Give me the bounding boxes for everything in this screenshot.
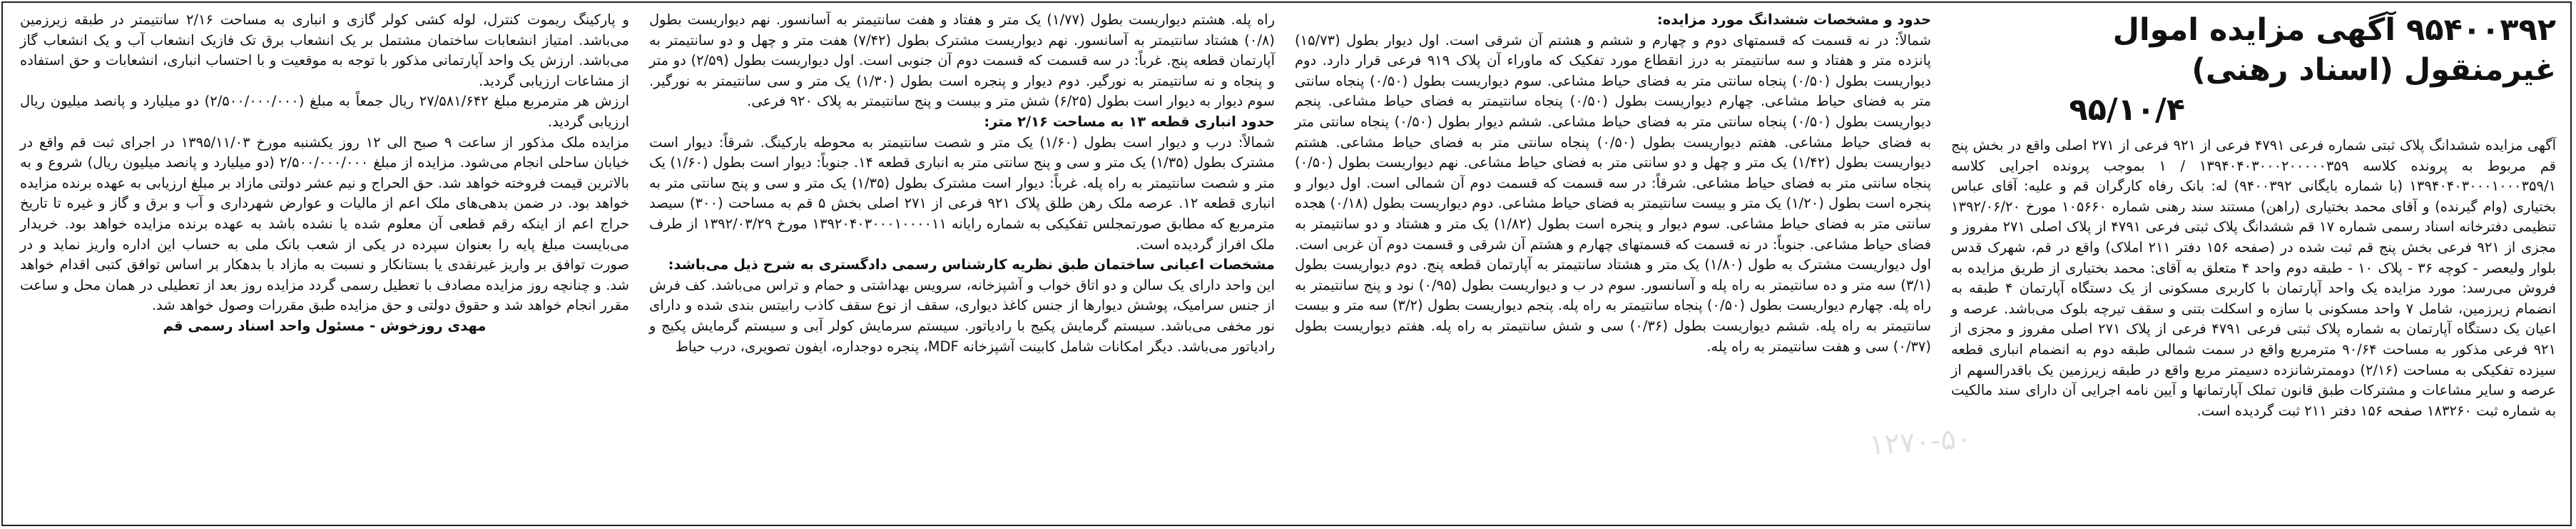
faded-stamp: ۱۲۷۰-۵۰ — [1868, 422, 1972, 462]
column-specs — [639, 7, 1285, 522]
auction-terms-paragraph: مزایده ملک مذکور از ساعت ۹ صبح الی ۱۲ روز یکشنبه مورخ ۱۳۹۵/۱۱/۰۳ در اجرای ثبت قم واقع در خیابان ساحلی انجام می‌شود. مزایده از مبلغ ۲/۵۰۰/۰۰۰/۰۰۰ (دو میلیارد و پانصد میلیون ریال) شروع و به بالاترین قیمت فروخته خواهد شد. حق الحراج و نیم عشر دولتی مازاد بر مبلغ ارزیابی به عهده برنده مزایده خواهد بود. در ضمن بدهی‌های ملک اعم از مالیات و عوارض شهرداری و آب و برق و گاز و غیره تا تاریخ حراج اعم از اینکه رقم قطعی آن معلوم شده یا نشده باشد به عهده برنده مزایده خواهد بود. خریدار می‌بایست مبلغ پایه را بعنوان سپرده در یکی از شعب بانک ملی به حساب این اداره واریز نماید و در صورت توافق بر واریز غیرنقدی یا بستانکار و نسبت به مازاد با بدهکار بر اساس توافق کتبی اقدام خواهد شد. و چنانچه روز مزایده مصادف با تعطیل رسمی گردد مزایده روز بعد از تعطیلی در همان محل و ساعت مقرر انجام خواهد شد و حقوق دولتی و حق مزایده طبق مقررات وصول خواهد شد. — [20, 133, 629, 314]
storage-heading: حدود انباری قطعه ۱۳ به مساحت ۲/۱۶ متر: — [984, 113, 1275, 130]
specs-heading: مشخصات اعیانی ساختمان طبق نظریه کارشناس رسمی دادگستری به شرح ذیل می‌باشد: — [668, 256, 1275, 273]
boundaries-heading: حدود و مشخصات ششدانگ مورد مزایده: — [1656, 11, 1931, 28]
notice-number: ۹۵۴۰۰۳۹۲ — [2406, 12, 2556, 48]
column-boundaries — [1285, 7, 1941, 522]
notice-title-block — [1951, 10, 2556, 130]
signature: مهدی روزخوش - مسئول واحد اسناد رسمی قم — [163, 317, 487, 334]
notice-title: آگهی مزایده اموال غیرمنقول (اسناد رهنی) — [2112, 12, 2556, 88]
notice-date: ۹۵/۱۰/۴ — [2069, 92, 2185, 128]
notice-title-line — [1951, 10, 2556, 90]
intro-paragraph: آگهی مزایده ششدانگ پلاک ثبتی شماره فرعی ۴۷۹۱ فرعی از ۹۲۱ فرعی از ۲۷۱ اصلی واقع در بخش پنج قم مربوط به پرونده کلاسه ۱۳۹۴۰۴۰۳۰۰۰۲۰۰۰۰۰۳۵۹ / ۱ بموجب پرونده اجرایی کلاسه ۱۳۹۴۰۴۰۳۰۰۰۱۰۰۰۳۵۹/۱ (با شماره بایگانی ۹۴۰۰۳۹۲) له: بانک رفاه کارگران قم و علیه: آقای عباس بختیاری (وام گیرنده) و آقای محمد بختیاری (راهن) مستند سند رهنی شماره ۱۰۵۶۶۰ مورخ ۱۳۹۲/۰۶/۲۰ تنظیمی دفترخانه اسناد رسمی شماره ۱۷ قم ششدانگ پلاک ثبتی فرعی ۴۷۹۱ از پلاک اصلی ۲۷۱ مفروز و مجزی از ۹۲۱ فرعی بخش پنج قم ثبت شده در (صفحه ۱۵۶ دفتر ۲۱۱ املاک) واقع در قم، شهرک قدس بلوار ولیعصر - کوچه ۳۶ - پلاک ۱۰ - طبقه دوم واحد ۴ متعلق به آقای: محمد بختیاری از طریق مزایده به فروش می‌رسد: مورد مزایده یک واحد آپارتمان با کاربری مسکونی از یک دستگاه آپارتمان ۴ طبقه به انضمام زیرزمین، شامل ۷ واحد مسکونی با سازه و اسکلت بتنی و سقف تیرچه بلوک می‌باشد. عرصه و اعیان یک دستگاه آپارتمان به شماره پلاک ثبتی فرعی ۴۷۹۱ فرعی از پلاک ۲۷۱ اصلی مفروز و مجزی از ۹۲۱ فرعی مذکور به مساحت ۹۰/۶۴ مترمربع واقع در سمت شمالی طبقه دوم به انضمام انباری قطعه سیزده تفکیکی به مساحت (۲/۱۶) دوممترشانزده دسیمتر مربع واقع در طبقه زیرزمین یک باقدرالسهم از عرصه و سایر مشاعات و مشترکات طبق قانون تملک آپارتمانها و آیین نامه اجرایی آن دارای سند مالکیت به شماره ثبت ۱۸۳۲۶۰ صفحه ۱۵۶ دفتر ۲۱۱ ثبت گردیده است. — [1951, 137, 2557, 419]
column-intro — [1941, 7, 2566, 522]
valuation-paragraph: ارزش هر مترمربع مبلغ ۲۷/۵۸۱/۶۴۲ ریال جمعاً به مبلغ (۲/۵۰۰/۰۰۰/۰۰۰) دو میلیارد و پانصد میلیون ریال ارزیابی گردید. — [20, 93, 629, 130]
boundaries-continued-paragraph: راه پله. هشتم دیواریست بطول (۱/۷۷) یک متر و هفتاد و هفت سانتیمتر به آسانسور. نهم دیواریست بطول (۰/۸) هشتاد سانتیمتر به آسانسور. نهم دیواریست مشترک بطول (۷/۴۲) هفت متر و چهل و دو سانتیمتر به آپارتمان قطعه پنج. غرباً: در سه قسمت که قسمت دوم آن جنوبی است. اول دیواریست بطول (۲/۵۹) دو متر و پنجاه و نه سانتیمتر به نورگیر. دوم دیوار و پنجره است بطول (۱/۳۰) یک متر و سی سانتیمتر به نورگیر. سوم دیوار به دیوار است بطول (۶/۲۵) شش متر و بیست و پنج سانتیمتر به پلاک ۹۲۰ فرعی. — [649, 11, 1275, 110]
utilities-paragraph: و پارکینگ ریموت کنترل، لوله کشی کولر گازی و انباری به مساحت ۲/۱۶ سانتیمتر در طبقه زیرزمین می‌باشد. امتیاز انشعابات ساختمان مشتمل بر یک انشعاب برق تک فازیک انشعاب آب و یک انشعاب گاز می‌باشد. ارزش یک واحد آپارتمانی مذکور با توجه به موقعیت و با احتساب انباری، انشعابات و حق استفاده از مشاعات ارزیابی گردید. — [20, 11, 629, 89]
notice-page — [10, 7, 2566, 522]
column-terms — [10, 7, 639, 522]
boundaries-paragraph: شمالاً: در نه قسمت که قسمتهای دوم و چهارم و ششم و هشتم آن شرقی است. اول دیوار بطول (۱۵/۷۳) پانزده متر و هفتاد و سه سانتیمتر به درز انقطاع مورد تفکیک که ماوراء آن پلاک ۹۱۹ فرعی قرار دارد. دوم دیواریست بطول (۰/۵۰) پنجاه سانتی متر به فضای حیاط مشاعی. سوم دیواریست بطول (۰/۵۰) پنجاه سانتی متر به فضای حیاط مشاعی. چهارم دیواریست بطول (۰/۵۰) پنجاه سانتیمتر به فضای حیاط مشاعی. پنجم دیواریست بطول (۰/۵۰) پنجاه سانتی متر به فضای حیاط مشاعی. ششم دیوار بطول (۰/۵۰) پنجاه سانتی متر به فضای حیاط مشاعی. هفتم دیواریست بطول (۰/۵۰) پنجاه سانتی متر به فضای حیاط مشاعی. هشتم دیواریست بطول (۱/۴۲) یک متر و چهل و دو سانتی متر به فضای حیاط مشاعی. نهم دیواریست بطول (۰/۵۰) پنجاه سانتی متر به فضای حیاط مشاعی. شرقاً: در سه قسمت که قسمت دوم آن شمالی است. اول دیوار و پنجره است بطول (۱/۲۰) یک متر و بیست سانتیمتر به فضای حیاط مشاعی. دوم دیواریست بطول (۰/۱۸) هجده سانتی متر به فضای حیاط مشاعی. سوم دیوار و پنجره است بطول (۱/۸۲) یک متر و هشتاد و دو سانتیمتر به فضای حیاط مشاعی. جنوباً: در نه قسمت که قسمتهای چهارم و هشتم آن شرقی و قسمت دوم آن غربی است. اول دیواریست مشترک به طول (۱/۸۰) یک متر و هشتاد سانتیمتر به آپارتمان قطعه پنج. دوم دیواریست بطول (۳/۱) سه متر و ده سانتیمتر به راه پله و آسانسور. سوم در ب و دیواریست بطول (۰/۹۵) نود و پنج سانتیمتر به راه پله. چهارم دیواریست بطول (۰/۵۰) پنجاه سانتیمتر به راه پله. پنجم دیواریست بطول (۳/۲) سه متر و بیست سانتیمتر به راه پله. ششم دیواریست بطول (۰/۳۶) سی و شش سانتیمتر به راه پله. هفتم دیواریست بطول (۰/۳۷) سی و هفت سانتیمتر به راه پله. — [1295, 31, 1932, 355]
storage-paragraph: شمالاً: درب و دیوار است بطول (۱/۶۰) یک متر و شصت سانتیمتر به محوطه بارکینگ. شرقاً: دیوار است مشترک بطول (۱/۳۵) یک متر و سی و پنج سانتی متر به انباری قطعه ۱۴. جنوباً: دیوار است بطول (۱/۶۰) یک متر و شصت سانتیمتر به راه پله. غرباً: دیوار است مشترک بطول (۱/۳۵) یک متر و سی و پنج سانتی متر به انباری قطعه ۱۲. عرصه ملک رهن طلق پلاک ۹۲۱ فرعی از ۲۷۱ اصلی بخش ۵ قم به مساحت (۳۰۰) سیصد مترمربع که مطابق صورتمجلس تفکیکی به شماره رایانه ۱۳۹۲۰۴۰۳۰۰۰۱۰۰۰۰۱۱ مورخ ۱۳۹۲/۰۳/۲۹ از طرف ملک افراز گردیده است. — [649, 133, 1275, 253]
specs-paragraph: این واحد دارای یک سالن و دو اتاق خواب و آشپزخانه، سرویس بهداشتی و حمام و تراس می‌باشد. کف فرش از جنس سرامیک، پوشش دیوارها از جنس کاغذ دیواری، سقف از نوع سقف کاذب رابیتس بندی شده و دارای نور مخفی می‌باشد. سیستم گرمایش پکیج با رادیاتور. سیستم سرمایش کولر آبی و سیستم گرمایش پکیج و رادیاتور می‌باشد. دیگر امکانات شامل کابینت آشپزخانه MDF، پنجره دوجداره، ایفون تصویری، درب حیاط — [649, 276, 1275, 355]
